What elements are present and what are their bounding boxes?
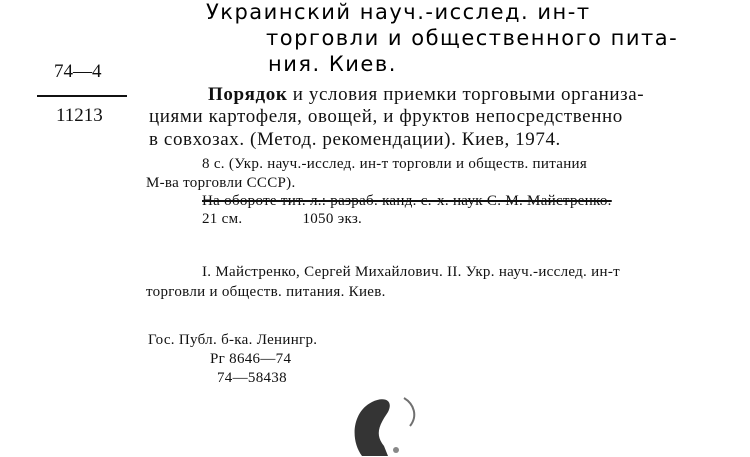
library-line-3: 74—58438	[217, 370, 287, 386]
call-number-bottom: 11213	[56, 105, 103, 126]
library-line-2: Рг 8646—74	[210, 351, 292, 367]
handwritten-note-line-1: Украинский науч.-исслед. ин-т	[206, 0, 591, 24]
struck-through-line: На обороте тит. л.: разраб. канд. с.-х. наук С. М. Майстренко.	[202, 193, 612, 209]
title-line-2: циями картофеля, овощей, и фруктов непосредственно	[149, 106, 623, 127]
title-lead-word: Порядок	[208, 84, 288, 105]
ink-smudge-mark	[344, 390, 454, 457]
copies-text: 1050 экз.	[302, 211, 363, 227]
index-line-2: торговли и обществ. питания. Киев.	[146, 284, 386, 300]
title-line-1	[208, 84, 644, 106]
title-line-1-rest: и условия приемки торговыми организа-	[287, 84, 645, 105]
physical-description	[202, 211, 362, 228]
title-line-3: в совхозах. (Метод. рекомендации). Киев, 1974.	[149, 129, 561, 150]
size-text: 21 см.	[202, 211, 243, 227]
library-line-1: Гос. Публ. б-ка. Ленингр.	[148, 332, 318, 348]
handwritten-note-line-2: торговли и общественного пита-	[266, 26, 679, 50]
details-line-2: М-ва торговли СССР).	[146, 175, 296, 191]
handwritten-note-line-3: ния. Киев.	[268, 52, 397, 76]
index-line-1: I. Майстренко, Сергей Михайлович. II. Укр. науч.-исслед. ин-т	[202, 264, 620, 280]
call-number-divider	[37, 95, 127, 97]
details-line-1: 8 с. (Укр. науч.-исслед. ин-т торговли и обществ. питания	[202, 156, 588, 172]
call-number-top: 74—4	[54, 61, 102, 82]
